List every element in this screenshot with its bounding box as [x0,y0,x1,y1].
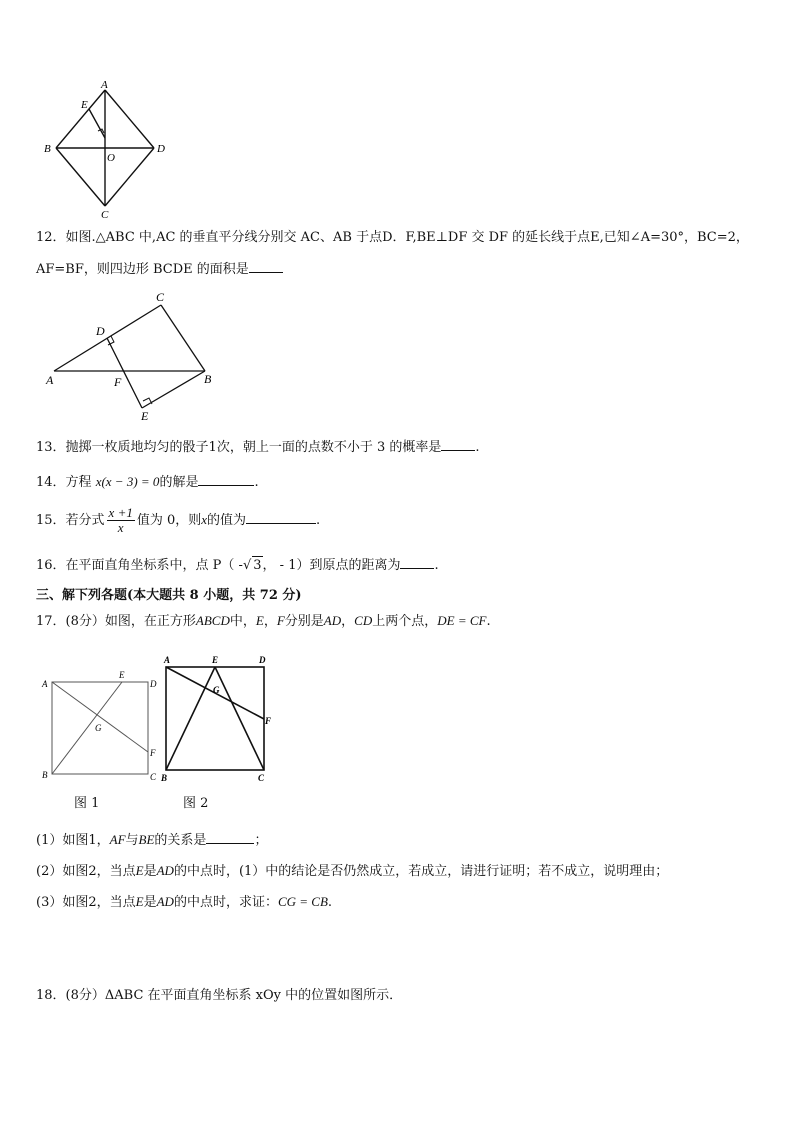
question-16: 16．在平面直角坐标系中，点 P（ -√ 3， - 1）到原点的距离为 . [36,558,439,573]
label-G: G [213,685,220,695]
label-F: F [150,748,156,758]
figure-1-caption: 图 1 [74,796,100,811]
segment-af: AF [109,832,126,847]
part-prefix: (3）如图2，当点 [36,895,136,910]
period: . [327,895,333,910]
question-12-line2 [36,260,283,279]
period: . [254,475,259,490]
label-E: E [119,670,125,680]
semicolon: ； [254,833,268,848]
label-B: B [42,770,48,780]
equation: x(x − 3) = 0 [95,474,160,489]
label-E: E [212,655,219,665]
fraction-denominator: x [117,520,124,535]
goal: CG = CB [277,894,328,909]
q12-figure [40,288,230,424]
stem-mid: 上两个点， [372,614,438,629]
label-D: D [150,679,157,689]
question-17-stem [36,612,491,631]
question-15-prefix: 15．若分式 [36,513,105,528]
label-A: A [101,79,108,91]
radicand: 3 [253,558,262,573]
question-13 [36,438,480,457]
label-D: D [259,655,266,665]
label-E: E [141,409,149,423]
stem-mid: 中， [229,614,256,629]
segment-be: BE [138,832,155,847]
segment-cd: CD [354,613,373,628]
label-B: B [44,143,51,155]
part-prefix: (1）如图1， [36,833,110,848]
label-D: D [157,143,165,155]
question-18: 18．(8分）ΔABC 在平面直角坐标系 xOy 中的位置如图所示． [36,988,403,1003]
segment-ad: AD [156,863,174,878]
label-O: O [107,152,115,164]
question-16-prefix: 16．在平面直角坐标系中，点 P（ - [36,558,243,573]
segment-ad: AD [323,613,342,628]
point-f: F [276,613,285,628]
question-14-suffix: 的解是 [159,475,199,490]
fraction-numerator: x +1 [108,505,133,520]
answer-blank [441,438,475,451]
q17-figure-2 [158,652,278,786]
label-F: F [265,716,272,726]
answer-blank [206,831,254,844]
condition: DE = CF [437,613,487,628]
label-C: C [258,773,265,783]
point-e: E [255,613,264,628]
stem-prefix: 17．(8分）如图，在正方形 [36,614,196,629]
label-D: D [96,324,105,338]
stem-mid: 分别是 [284,614,324,629]
answer-blank [246,511,316,524]
label-B: B [161,773,168,783]
question-15-mid: 值为 0，则 [136,513,202,528]
question-14-prefix: 14．方程 [36,475,92,490]
connector: 与 [125,833,139,848]
q17-figure-1 [38,668,163,783]
period: . [434,558,439,573]
label-A: A [164,655,171,665]
question-12-text: AF=BF，则四边形 BCDE 的面积是 [36,262,249,277]
label-C: C [101,209,109,220]
part-suffix: 的中点时，求证： [173,895,278,910]
rhombus-figure [40,78,170,220]
comma: ， [263,614,277,629]
question-15 [36,504,320,537]
answer-blank [400,556,434,569]
period: . [316,513,321,528]
part-suffix: 的关系是 [154,833,207,848]
part-prefix: (2）如图2，当点 [36,864,136,879]
comma: ， [341,614,355,629]
question-12-line1: 12．如图.△ABC 中,AC 的垂直平分线分别交 AC、AB 于点D．F,BE⊥DF 交 DF 的延长线于点E,已知∠A=30°，BC=2， [36,230,749,245]
question-13-text: 13．抛掷一枚质地均匀的骰子1次，朝上一面的点数不小于 3 的概率是 [36,440,442,455]
label-A: A [46,373,54,387]
variable-x: x [201,512,208,527]
part-suffix: 的中点时，(1）中的结论是否仍然成立，若成立，请进行证明；若不成立，说明理由； [173,864,669,879]
point-e: E [135,894,144,909]
period: . [475,440,480,455]
question-16-middle: ， - 1）到原点的距离为 [262,558,401,573]
section-3-title: 三、解下列各题(本大题共 8 小题，共 72 分) [36,588,302,603]
label-B: B [204,372,212,386]
connector: 是 [143,864,157,879]
square-name: ABCD [195,613,230,628]
label-F: F [114,375,122,389]
label-E: E [81,99,88,111]
label-A: A [42,679,48,689]
label-C: C [156,290,165,304]
period: . [486,614,491,629]
question-15-suffix: 的值为 [207,513,247,528]
answer-blank [249,260,283,273]
question-17-part-3 [36,893,332,912]
question-14 [36,473,259,492]
question-17-part-1 [36,831,267,850]
label-G: G [95,723,102,733]
fraction [107,506,135,535]
connector: 是 [143,895,157,910]
figure-2-caption: 图 2 [183,796,209,811]
segment-ad: AD [156,894,174,909]
label-C: C [150,772,157,782]
answer-blank [198,473,254,486]
point-e: E [135,863,144,878]
question-17-part-2 [36,862,668,881]
